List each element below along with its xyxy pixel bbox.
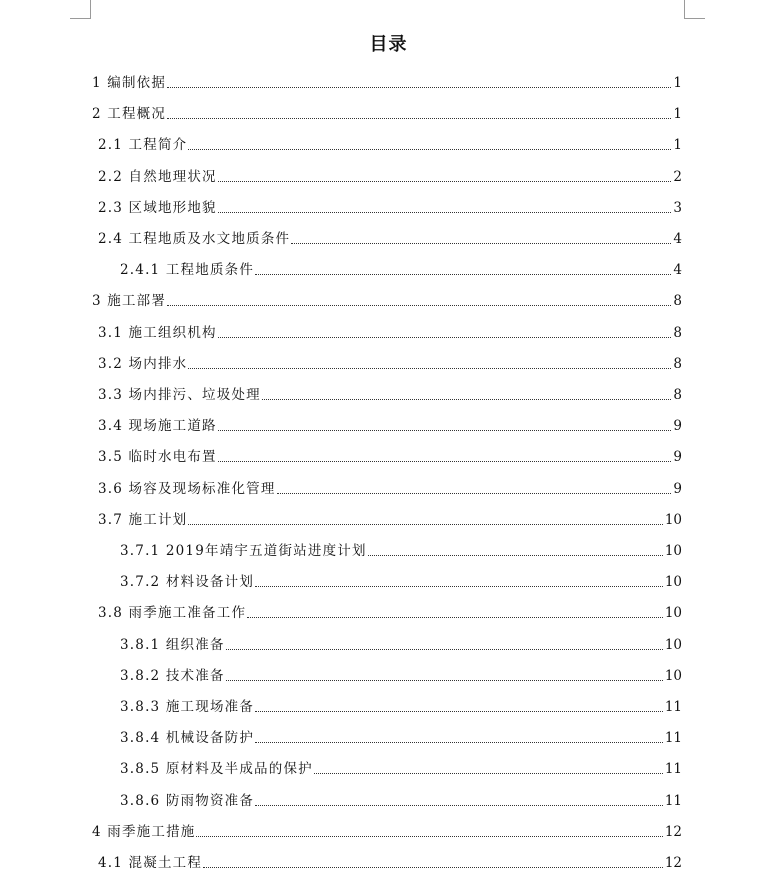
- toc-entry-label: 2.3 区域地形地貌: [98, 199, 217, 216]
- toc-entry-page: 4: [673, 262, 682, 279]
- toc-dot-leader: [247, 616, 663, 618]
- toc-dot-leader: [218, 211, 672, 213]
- toc-entry-label: 3.8.1 组织准备: [120, 636, 225, 653]
- page-corner-mark-left: [70, 0, 91, 19]
- toc-entry-label: 3.7.1 2019年靖宇五道街站进度计划: [120, 543, 367, 559]
- toc-entry-page: 8: [673, 324, 682, 341]
- toc-dot-leader: [218, 336, 672, 338]
- toc-entry[interactable]: [0, 622, 682, 653]
- toc-entry[interactable]: [0, 310, 682, 341]
- toc-entry-page: 9: [673, 418, 682, 435]
- toc-entry[interactable]: [0, 60, 682, 91]
- toc-entry[interactable]: [0, 746, 682, 777]
- toc-dot-leader: [255, 741, 663, 743]
- toc-entry-page: 2: [673, 168, 682, 185]
- toc-entry-label: 3.8.6 防雨物资准备: [120, 792, 255, 809]
- toc-entry[interactable]: [0, 278, 682, 309]
- toc-entry-label: 3.8.4 机械设备防护: [120, 730, 255, 747]
- toc-entry-page: 10: [664, 511, 682, 528]
- toc-entry-label: 3.1 施工组织机构: [98, 324, 217, 341]
- toc-entry-page: 1: [673, 106, 682, 123]
- toc-entry-page: 10: [664, 667, 682, 684]
- toc-dot-leader: [167, 117, 671, 119]
- toc-entry-page: 3: [673, 199, 682, 216]
- toc-entry-label: 3.8.3 施工现场准备: [120, 699, 255, 715]
- toc-entry[interactable]: [0, 185, 682, 216]
- toc-entry-page: 9: [673, 480, 682, 497]
- toc-dot-leader: [188, 367, 671, 369]
- toc-dot-leader: [226, 648, 663, 650]
- toc-dot-leader: [368, 554, 663, 556]
- toc-entry[interactable]: [0, 684, 682, 715]
- toc-entry-page: 1: [673, 137, 682, 154]
- toc-entry-label: 3.5 临时水电布置: [98, 449, 217, 466]
- toc-entry-label: 2.4 工程地质及水文地质条件: [98, 231, 291, 247]
- toc-entry-label: 4.1 混凝土工程: [98, 855, 203, 871]
- toc-entry-page: 12: [664, 855, 682, 871]
- toc-dot-leader: [218, 429, 672, 431]
- toc-entry-label: 2.1 工程简介: [98, 137, 188, 154]
- toc-title: 目录: [369, 34, 408, 55]
- toc-entry[interactable]: [0, 154, 682, 185]
- toc-entry-label: 3.8 雨季施工准备工作: [98, 605, 247, 622]
- toc-dot-leader: [167, 304, 671, 306]
- toc-entry[interactable]: [0, 778, 682, 809]
- toc-entry-page: 10: [664, 543, 682, 559]
- toc-entry-page: 8: [673, 293, 682, 310]
- toc-entry[interactable]: [0, 653, 682, 684]
- toc-dot-leader: [314, 772, 663, 774]
- toc-dot-leader: [196, 835, 662, 837]
- toc-entry-page: 12: [664, 823, 682, 840]
- toc-dot-leader: [218, 180, 672, 182]
- toc-entry-page: 9: [673, 449, 682, 466]
- toc-entry[interactable]: [0, 840, 682, 871]
- toc-entry-page: 11: [664, 761, 682, 778]
- toc-dot-leader: [167, 86, 671, 88]
- toc-entry-label: 3.6 场容及现场标准化管理: [98, 480, 276, 497]
- toc-dot-leader: [226, 679, 663, 681]
- toc-entry[interactable]: [0, 247, 682, 278]
- toc-entry[interactable]: [0, 590, 682, 621]
- page-corner-mark-right: [684, 0, 705, 19]
- toc-entry-label: 3.8.5 原材料及半成品的保护: [120, 761, 313, 778]
- toc-entry-page: 4: [673, 231, 682, 247]
- toc-entry-label: 3.7 施工计划: [98, 511, 188, 528]
- toc-entry-label: 3.4 现场施工道路: [98, 418, 217, 435]
- toc-entry[interactable]: [0, 341, 682, 372]
- toc-entry-label: 4 雨季施工措施: [92, 823, 196, 840]
- toc-entry[interactable]: [0, 559, 682, 590]
- toc-dot-leader: [203, 866, 663, 868]
- toc-dot-leader: [255, 804, 663, 806]
- toc-entry-label: 2.4.1 工程地质条件: [120, 262, 255, 279]
- toc-entry-page: 10: [664, 605, 682, 622]
- toc-dot-leader: [218, 460, 672, 462]
- toc-entry[interactable]: [0, 403, 682, 434]
- toc-dot-leader: [188, 148, 671, 150]
- toc-entry-label: 3.7.2 材料设备计划: [120, 574, 255, 591]
- toc-entry[interactable]: [0, 122, 682, 153]
- toc-entry-label: 2 工程概况: [92, 106, 167, 123]
- toc-entry[interactable]: [0, 372, 682, 403]
- toc-dot-leader: [291, 242, 671, 244]
- toc-dot-leader: [262, 398, 672, 400]
- toc-dot-leader: [188, 523, 662, 525]
- toc-entry[interactable]: [0, 216, 682, 247]
- toc-dot-leader: [277, 492, 672, 494]
- toc-entry-label: 1 编制依据: [92, 75, 167, 91]
- toc-entry-page: 11: [664, 699, 682, 715]
- toc-entry-page: 8: [673, 355, 682, 372]
- toc-entry-page: 10: [664, 636, 682, 653]
- toc-entry[interactable]: [0, 497, 682, 528]
- toc-entry-page: 11: [664, 792, 682, 809]
- toc-entry[interactable]: [0, 91, 682, 122]
- toc-dot-leader: [255, 585, 663, 587]
- toc-entry-label: 2.2 自然地理状况: [98, 168, 217, 185]
- toc-entry-label: 3.2 场内排水: [98, 355, 188, 372]
- toc-entry-page: 8: [673, 387, 682, 403]
- toc-dot-leader: [255, 710, 663, 712]
- toc-entry-label: 3.3 场内排污、垃圾处理: [98, 387, 261, 403]
- toc-entry[interactable]: [0, 466, 682, 497]
- toc-entry-label: 3.8.2 技术准备: [120, 667, 225, 684]
- toc-entry[interactable]: [0, 715, 682, 746]
- toc-entry-page: 10: [664, 574, 682, 591]
- toc-entry-label: 3 施工部署: [92, 293, 167, 310]
- toc-dot-leader: [255, 273, 671, 275]
- toc-entry[interactable]: [0, 809, 682, 840]
- toc-entry[interactable]: [0, 528, 682, 559]
- toc-entry[interactable]: [0, 434, 682, 465]
- toc-entry-page: 11: [664, 730, 682, 747]
- toc-entry-page: 1: [673, 75, 682, 91]
